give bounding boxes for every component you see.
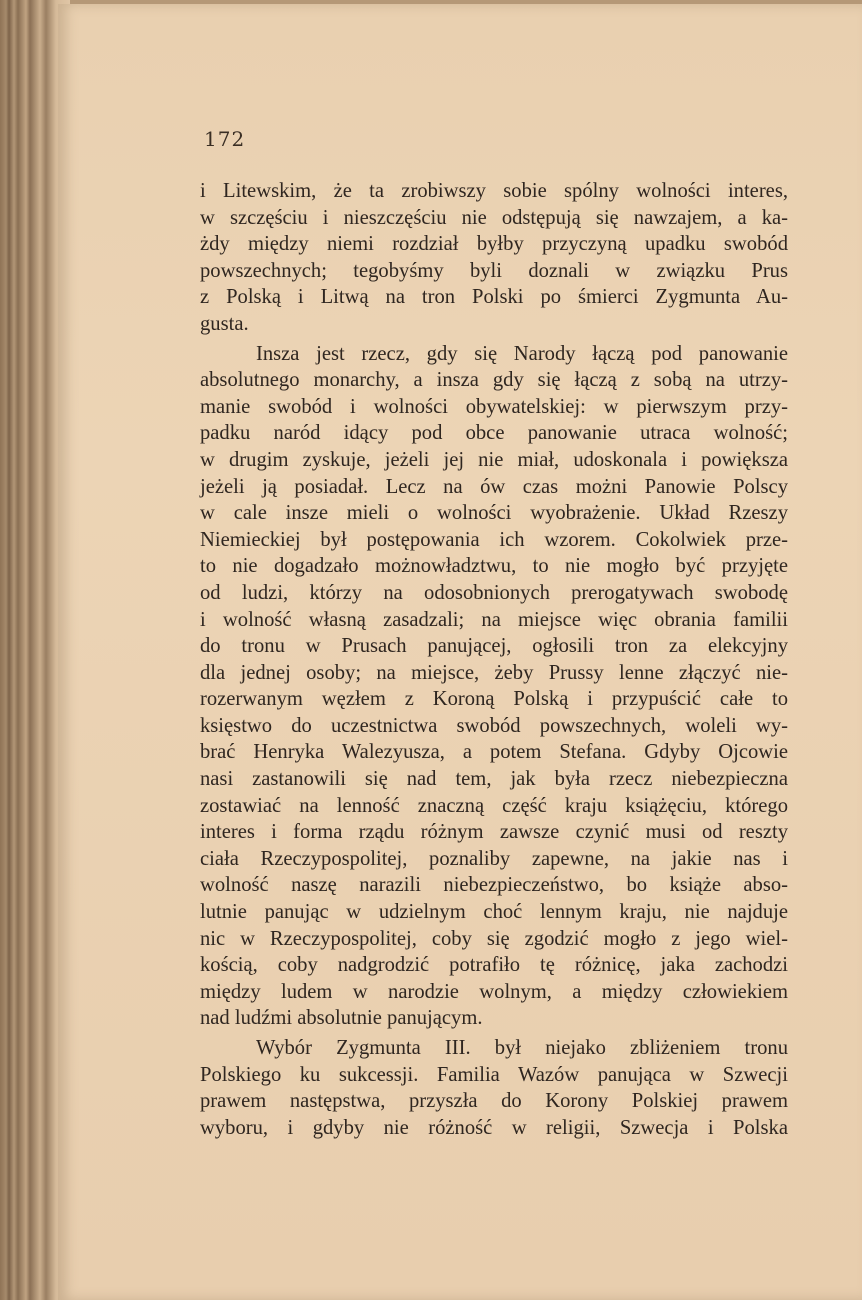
- text-line: zostawiać na lenność znaczną część kraju książęciu, którego: [200, 794, 788, 817]
- text-line: Wybór Zygmunta III. był niejako zbliżeniem tronu: [256, 1037, 788, 1059]
- text-line: nasi zastanowili się nad tem, jak była rzecz niebezpieczna: [200, 768, 788, 791]
- text-line: dla jednej osoby; na miejsce, żeby Prussy lenne złączyć nie-: [200, 661, 788, 684]
- text-line: w cale insze mieli o wolności wyobrażenie. Układ Rzeszy: [200, 502, 788, 525]
- text-line: między ludem w narodzie wolnym, a między człowiekiem: [200, 980, 788, 1003]
- text-line: i Litewskim, że ta zrobiwszy sobie spólny wolności interes,: [200, 180, 788, 202]
- text-line: absolutnego monarchy, a insza gdy się łączą z sobą na utrzy-: [200, 369, 788, 392]
- text-line: powszechnych; tegobyśmy byli doznali w związku Prus: [200, 259, 788, 282]
- text-line: do tronu w Prusach panującej, ogłosili tron za elekcyjny: [200, 635, 788, 658]
- text-line: księstwo do uczestnictwa swobód powszechnych, woleli wy-: [200, 714, 788, 737]
- text-line: Niemieckiej był postępowania ich wzorem. Cokolwiek prze-: [200, 528, 788, 551]
- text-line: wyboru, i gdyby nie różność w religii, Szwecja i Polska: [200, 1116, 788, 1139]
- text-line: w drugim zyskuje, jeżeli jej nie miał, udoskonala i powiększa: [200, 448, 788, 471]
- text-line: brać Henryka Walezyusza, a potem Stefana. Gdyby Ojcowie: [200, 741, 788, 764]
- text-line: interes i forma rządu różnym zawsze czynić musi od reszty: [200, 821, 788, 844]
- text-line: to nie dogadzało możnowładztwu, to nie mogło być przyjęte: [200, 555, 788, 578]
- text-line: gusta.: [200, 312, 249, 335]
- text-line: nic w Rzeczypospolitej, coby się zgodzić mogło z jego wiel-: [200, 927, 788, 950]
- text-line: z Polską i Litwą na tron Polski po śmierci Zygmunta Au-: [200, 286, 788, 309]
- text-line: padku naród idący pod obce panowanie utraca wolność;: [200, 422, 788, 445]
- body-text: [200, 178, 788, 1141]
- text-line: rozerwanym węzłem z Koroną Polską i przypuścić całe to: [200, 688, 788, 711]
- text-line: jeżeli ją posiadał. Lecz na ów czas możni Panowie Polscy: [200, 475, 788, 498]
- text-line: nad ludźmi absolutnie panującym.: [200, 1007, 483, 1030]
- text-line: wolność naszę narazili niebezpieczeństwo, bo książe abso-: [200, 874, 788, 897]
- text-line: ciała Rzeczypospolitej, poznaliby zapewne, na jakie nas i: [200, 847, 788, 870]
- text-line: kością, coby nadgrodzić potrafiło tę różnicę, jaka zachodzi: [200, 954, 788, 977]
- text-line: i wolność własną zasadzali; na miejsce więc obrania familii: [200, 608, 788, 631]
- text-line: żdy między niemi rozdział byłby przyczyną upadku swobód: [200, 233, 788, 256]
- text-line: Polskiego ku sukcessji. Familia Wazów panująca w Szwecji: [200, 1063, 788, 1086]
- page-number: 172: [204, 127, 246, 151]
- text-line: prawem następstwa, przyszła do Korony Polskiej prawem: [200, 1090, 788, 1113]
- text-line: manie swobód i wolności obywatelskiej: w pierwszym przy-: [200, 395, 788, 418]
- text-line: lutnie panując w udzielnym choć lennym kraju, nie najduje: [200, 901, 788, 924]
- text-line: Insza jest rzecz, gdy się Narody łączą pod panowanie: [256, 342, 788, 365]
- text-line: od ludzi, którzy na odosobnionych prerogatywach swobodę: [200, 581, 788, 604]
- text-line: w szczęściu i nieszczęściu nie odstępują się nawzajem, a ka-: [200, 206, 788, 229]
